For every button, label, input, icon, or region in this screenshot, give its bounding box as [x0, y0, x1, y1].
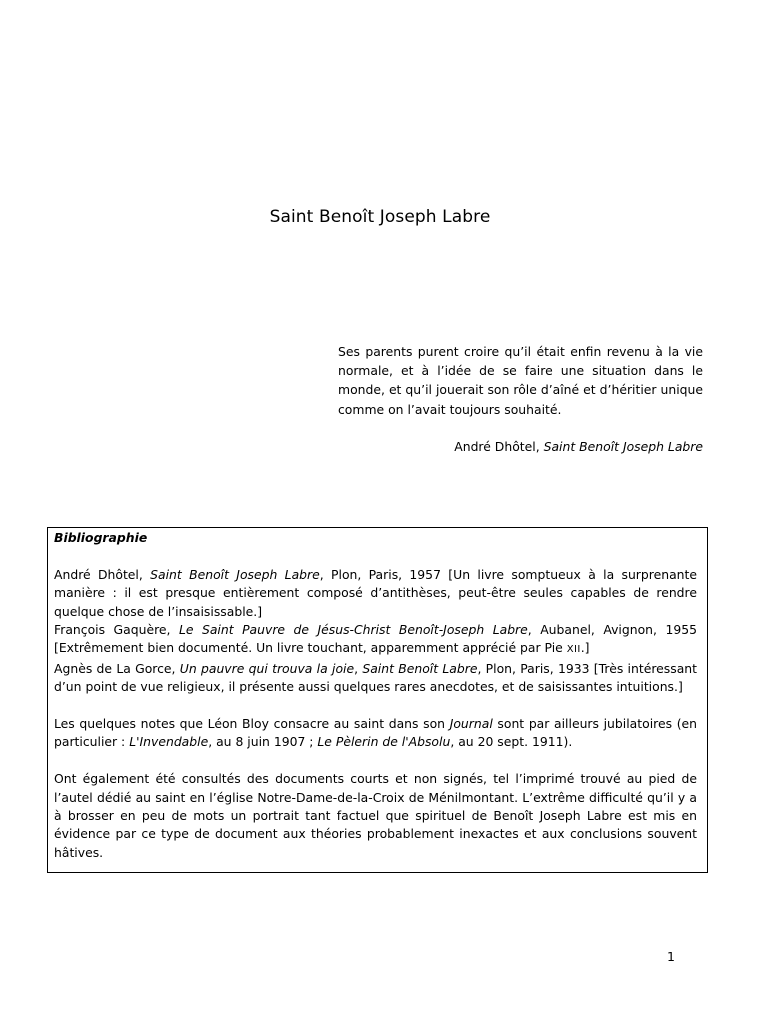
- note-text: , au 20 sept. 1911).: [450, 734, 573, 750]
- epigraph-author: André Dhôtel,: [454, 438, 544, 454]
- epigraph-quote: Ses parents purent croire qu’il était enfin revenu à la vie normale, et à l’idée de se faire une situation dans le monde, et qu’il jouerait son rôle d’aîné et d’héritier unique comme on l’avait toujours souhaité.: [338, 344, 703, 417]
- entry-separator: ,: [354, 660, 363, 676]
- bibliography-entry-dhotel: [54, 566, 697, 621]
- note-text: sont par ailleurs jubilatoires (en particulier :: [54, 716, 698, 750]
- entry-author: Agnès de La Gorce,: [54, 660, 180, 676]
- bibliography-heading: Bibliographie: [54, 530, 148, 545]
- pope-numeral: XII: [566, 644, 581, 656]
- note-title: L'Invendable: [129, 734, 209, 750]
- bibliography-closing-note: Ont également été consultés des documents courts et non signés, tel l’imprimé trouvé au pied de l’autel dédié au saint en l’église Notre-Dame-de-la-Croix de Ménilmontant. L’extrême difficulté qu’il y a à brosser en peu de mots un portrait tant factuel que spirituel de Benoît Joseph Labre est mis en évidence par ce type de document aux théories probablement inexactes et aux conclusions souvent hâtives.: [54, 771, 697, 860]
- entry-details: , Plon, Paris, 1933 [Très intéressant d’un point de vue religieux, il présente aussi quelques rares anecdotes, et de saisissantes intuitions.]: [54, 660, 697, 695]
- entry-author: André Dhôtel,: [54, 566, 151, 582]
- epigraph: [338, 342, 703, 456]
- page-number: 1: [667, 949, 675, 964]
- entry-title: Le Saint Pauvre de Jésus-Christ Benoît-Joseph Labre: [178, 622, 528, 638]
- bibliography-bloy-note: [54, 715, 697, 752]
- entry-title: Un pauvre qui trouva la joie: [179, 660, 355, 676]
- entry-details: , Aubanel, Avignon, 1955 [Extrêmement bien documenté. Un livre touchant, apparemment apprécié par Pie: [54, 622, 697, 656]
- bibliography-entry-gaquere: [54, 621, 697, 660]
- bibliography-entry-lagorce: [54, 660, 697, 697]
- entry-details: , Plon, Paris, 1957 [Un livre somptueux à la surprenante manière : il est presque entièrement composé d’antithèses, peut-être seules capables de rendre quelque chose de l’insaisissable.]: [54, 566, 697, 619]
- entry-end: .]: [580, 640, 590, 656]
- bibliography-box: [47, 527, 708, 873]
- note-title: Le Pèlerin de l'Absolu: [317, 734, 451, 750]
- page-title: Saint Benoît Joseph Labre: [269, 207, 491, 227]
- note-title: Journal: [449, 716, 493, 732]
- entry-title: Saint Benoît Joseph Labre: [150, 566, 320, 582]
- epigraph-attribution: [338, 437, 703, 456]
- note-text: Les quelques notes que Léon Bloy consacre au saint dans son: [54, 716, 450, 732]
- entry-author: François Gaquère,: [54, 622, 179, 638]
- entry-title: Saint Benoît Labre: [362, 660, 478, 676]
- note-text: , au 8 juin 1907 ;: [208, 734, 318, 750]
- epigraph-work: Saint Benoît Joseph Labre: [543, 438, 703, 454]
